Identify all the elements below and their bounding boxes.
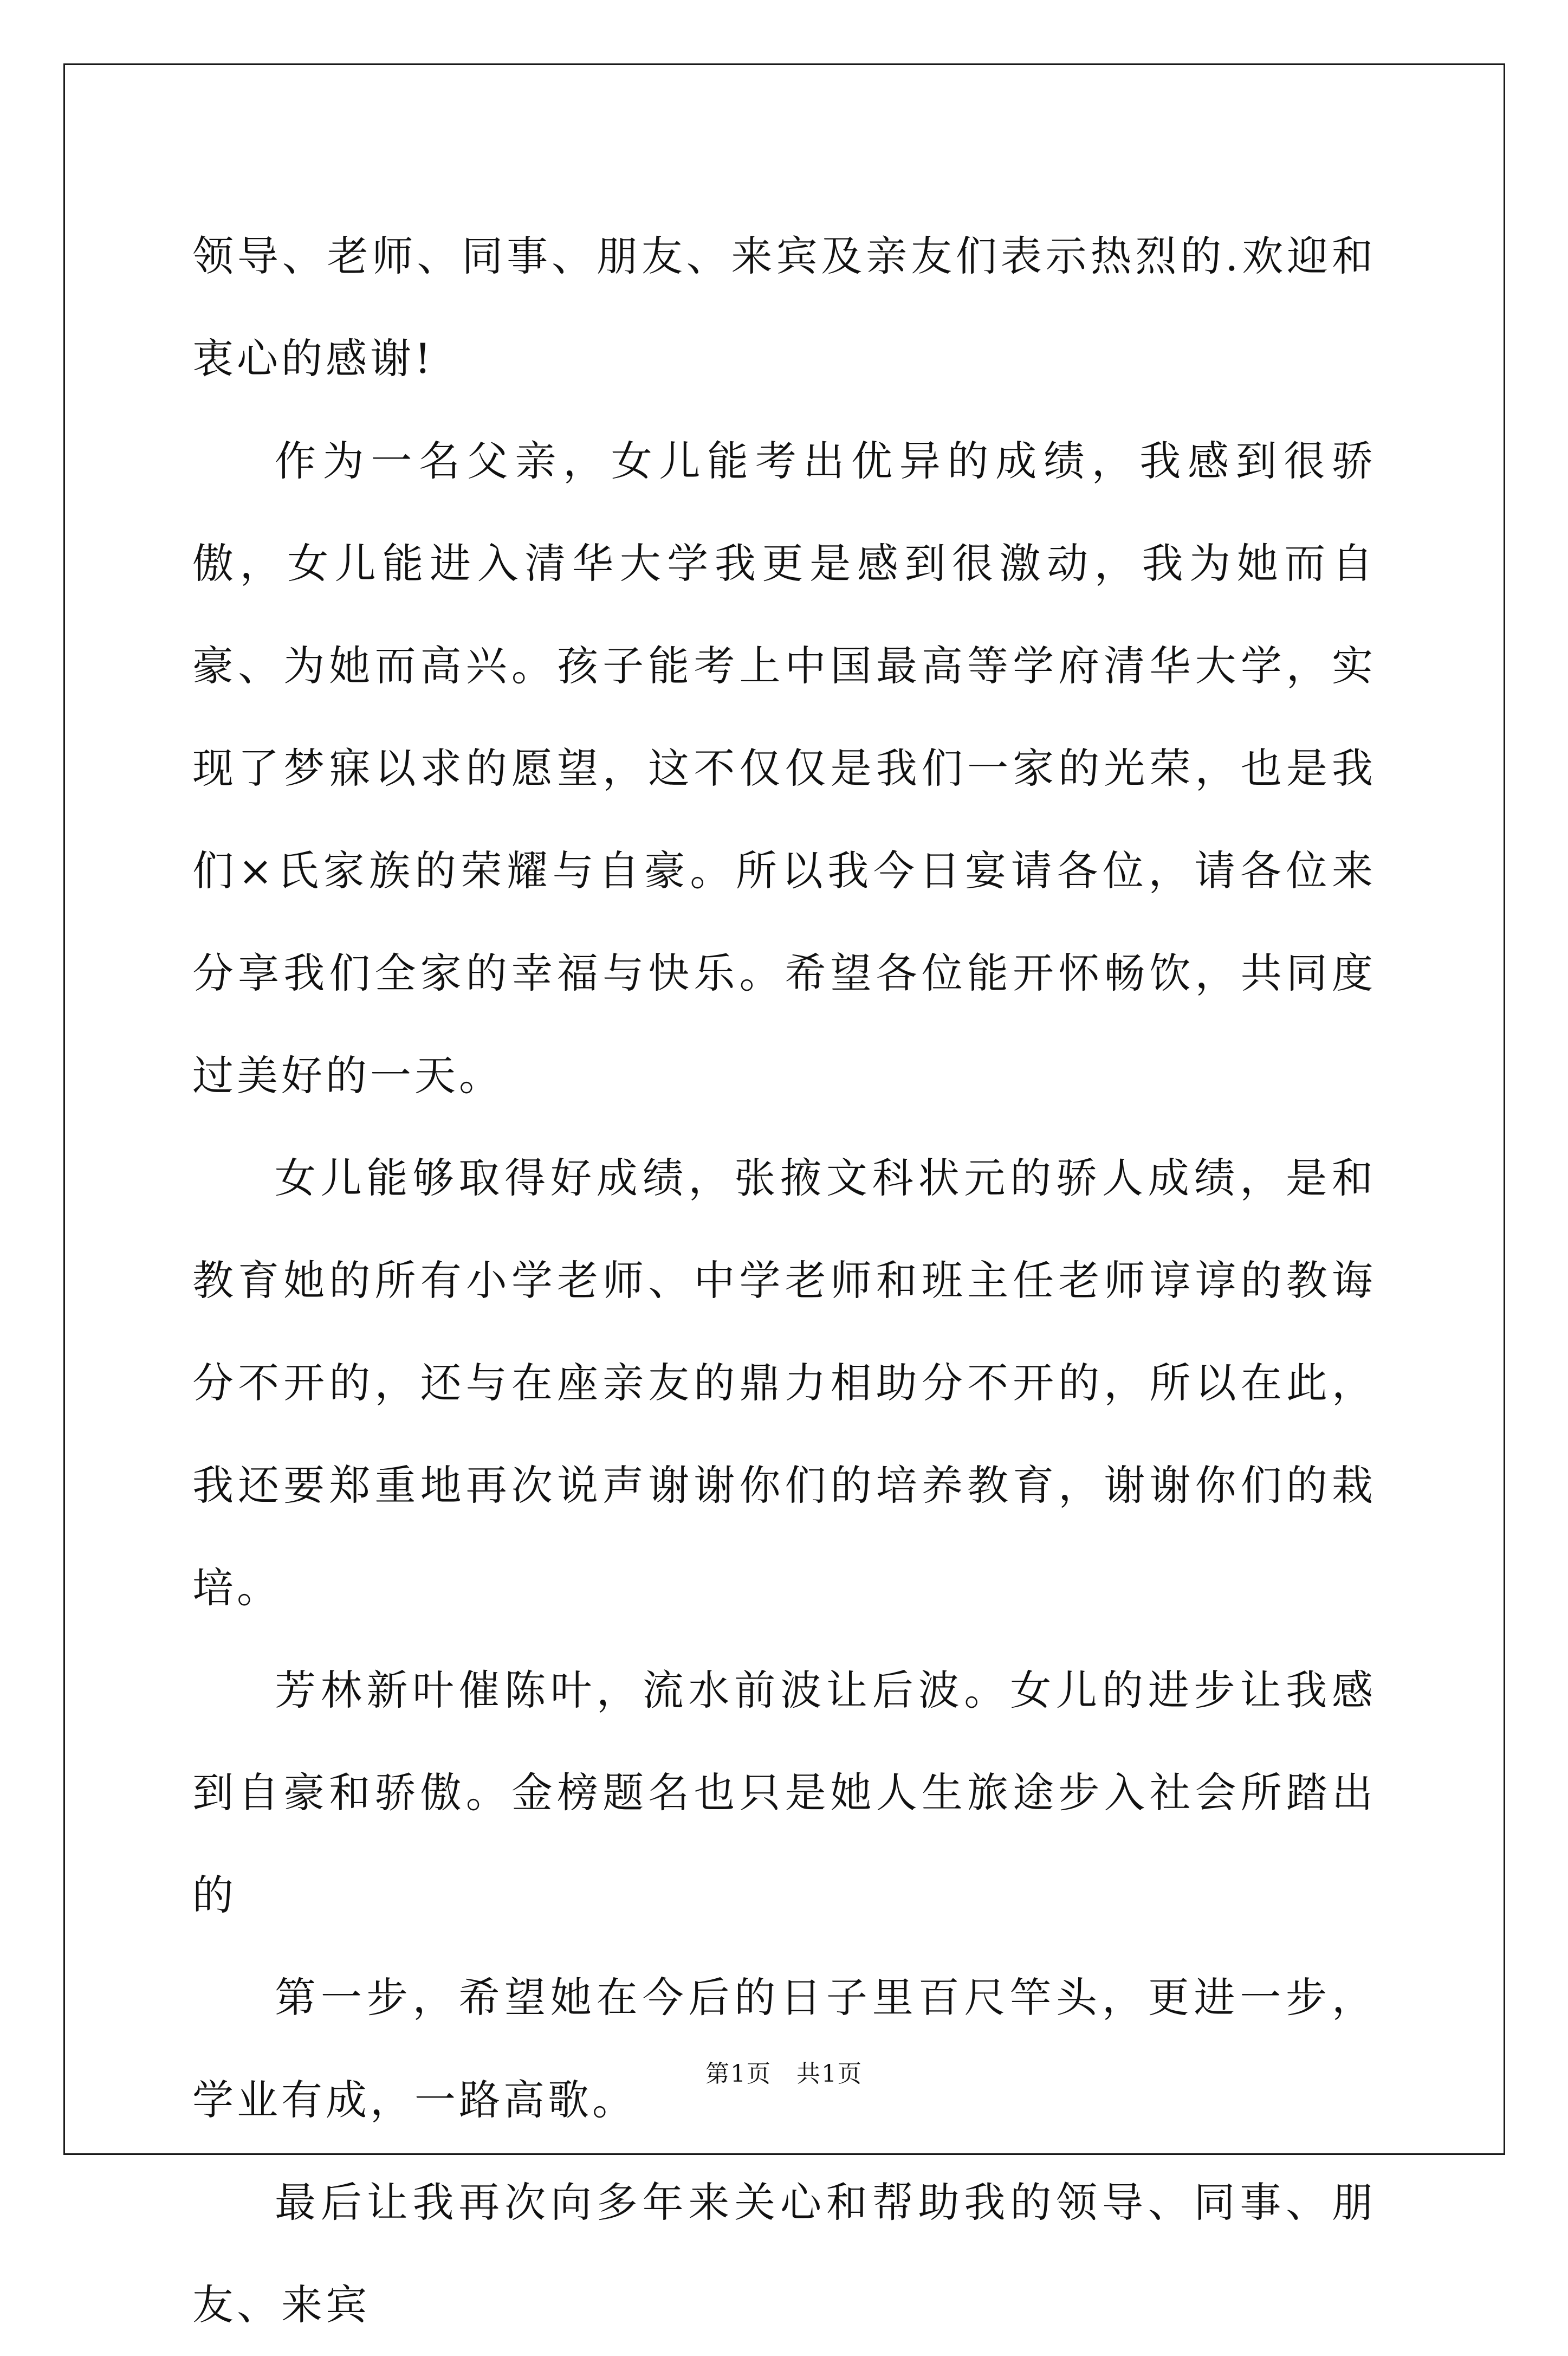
document-body — [192, 205, 1376, 2356]
page-footer: 第1页 共1页 — [705, 2060, 863, 2088]
paragraph-1: 领导、老师、同事、朋友、来宾及亲友们表示热烈的.欢迎和衷心的感谢! — [192, 232, 1376, 383]
paragraph-6: 最后让我再次向多年来关心和帮助我的领导、同事、朋友、来宾 — [192, 2178, 1376, 2329]
paragraph-3: 女儿能够取得好成绩，张掖文科状元的骄人成绩，是和教育她的所有小学老师、中学老师和班主任老师谆谆的教诲分不开的，还与在座亲友的鼎力相助分不开的，所以在此，我还要郑重地再次说声谢谢你们的培养教育，谢谢你们的栽培。 — [192, 1154, 1376, 1612]
paragraph-4: 芳林新叶催陈叶，流水前波让后波。女儿的进步让我感到自豪和骄傲。金榜题名也只是她人生旅途步入社会所踏出的 — [192, 1666, 1376, 1919]
paragraph-2: 作为一名父亲，女儿能考出优异的成绩，我感到很骄傲，女儿能进入清华大学我更是感到很激动，我为她而自豪、为她而高兴。孩子能考上中国最高等学府清华大学，实现了梦寐以求的愿望，这不仅仅是我们一家的光荣，也是我们×氏家族的荣耀与自豪。所以我今日宴请各位，请各位来分享我们全家的幸福与快乐。希望各位能开怀畅饮，共同度过美好的一天。 — [192, 437, 1376, 1100]
paragraph-5: 第一步，希望她在今后的日子里百尺竿头，更进一步，学业有成，一路高歌。 — [192, 1973, 1376, 2124]
